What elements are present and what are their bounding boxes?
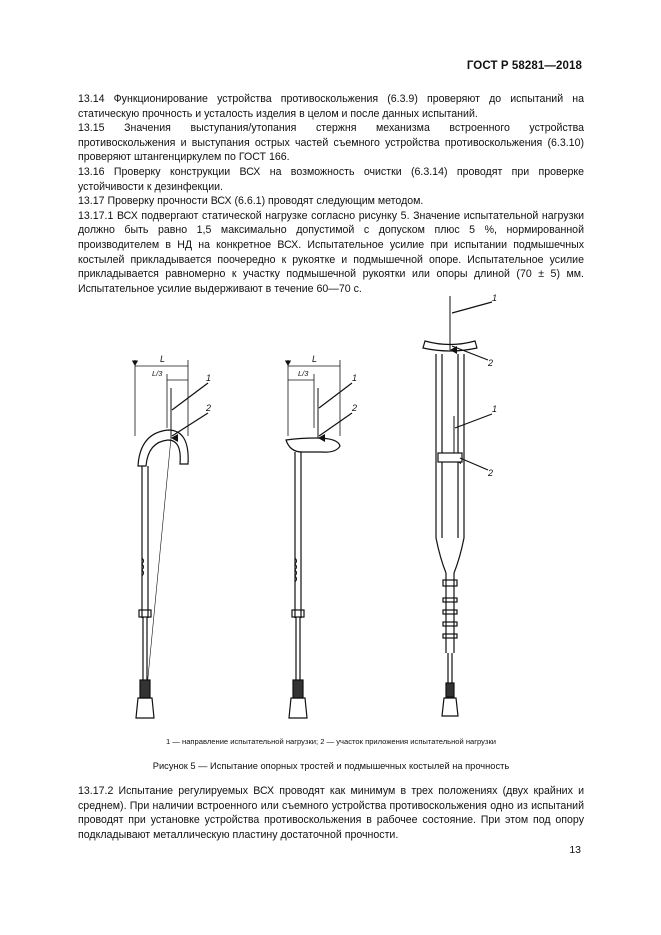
callout-1-crutch-handle: 1 [492, 404, 498, 414]
page-number: 13 [569, 844, 581, 856]
standard-header: ГОСТ Р 58281—2018 [466, 60, 582, 72]
callout-1-cane2: 1 [352, 373, 358, 383]
figure-5-drawing [90, 288, 560, 728]
text-block-bottom [78, 784, 584, 842]
figure-caption: Рисунок 5 — Испытание опорных тростей и подмышечных костылей на прочность [152, 761, 510, 771]
callout-2-cane2: 2 [352, 403, 358, 413]
dim-label-L3-2: L/3 [298, 369, 309, 378]
paragraph-13-14: 13.14 Функционирование устройства противоскольжения (6.3.9) проверяют до испытаний на статическую прочность и усталость изделия в целом и после данных испытаний. [78, 93, 584, 120]
paragraph-13-16: 13.16 Проверку конструкции ВСХ на возможность очистки (6.3.14) проводят при проверке устойчивости к дезинфекции. [78, 165, 584, 193]
underarm-crutch-drawing [423, 296, 492, 716]
cane-crook-drawing [135, 360, 208, 718]
dim-label-L3-1: L/3 [152, 369, 163, 378]
callout-1-crutch-top: 1 [492, 293, 498, 303]
callout-2-cane1: 2 [206, 403, 212, 413]
callout-1-cane1: 1 [206, 373, 212, 383]
paragraph-13-17: 13.17 Проверку прочности ВСХ (6.6.1) проводят следующим методом. [78, 195, 424, 208]
callout-2-crutch-handle: 2 [488, 468, 494, 478]
text-block-top [78, 92, 584, 296]
callout-2-crutch-top: 2 [488, 358, 494, 368]
figure-legend: 1 — направление испытательной нагрузки; 2 — участок приложения испытательной нагрузки [165, 737, 497, 746]
dim-label-L-1: L [160, 354, 166, 364]
paragraph-13-17-2: 13.17.2 Испытание регулируемых ВСХ проводят как минимум в трех положениях (двух крайних и среднем). При наличии встроенного или съемного устройства противоскольжения одно из испытаний проводят при установке устройства противоскольжения в рабочее состояние. При этом под опору подкладывают металлическую пластину достаточной прочности. [78, 785, 584, 841]
cane-anatomic-drawing [286, 360, 352, 718]
paragraph-13-15: 13.15 Значения выступания/утопания стержня механизма встроенного устройства противоскольжения и выступания острых частей съемного устройства противоскольжения (6.3.10) проверяют штангенциркулем по ГОСТ 166. [78, 122, 584, 164]
paragraph-13-17-1: 13.17.1 ВСХ подвергают статической нагрузке согласно рисунку 5. Значение испытательной нагрузки должно быть равно 1,5 максимально допустимой с допуском плюс 5 %, нормированной производителем в НД на конкретное ВСХ. Испытательное усилие при испытании подмышечных костылей прикладывается поочередно к рукоятке и подмышечной опоре. Испытательное усилие прикладывается равномерно к участку подмышечной рукоятки или опоры длиной (70 ± 5) мм. Испытательное усилие выдерживают в течение 60—70 с. [78, 209, 584, 295]
dim-label-L-2: L [312, 354, 318, 364]
